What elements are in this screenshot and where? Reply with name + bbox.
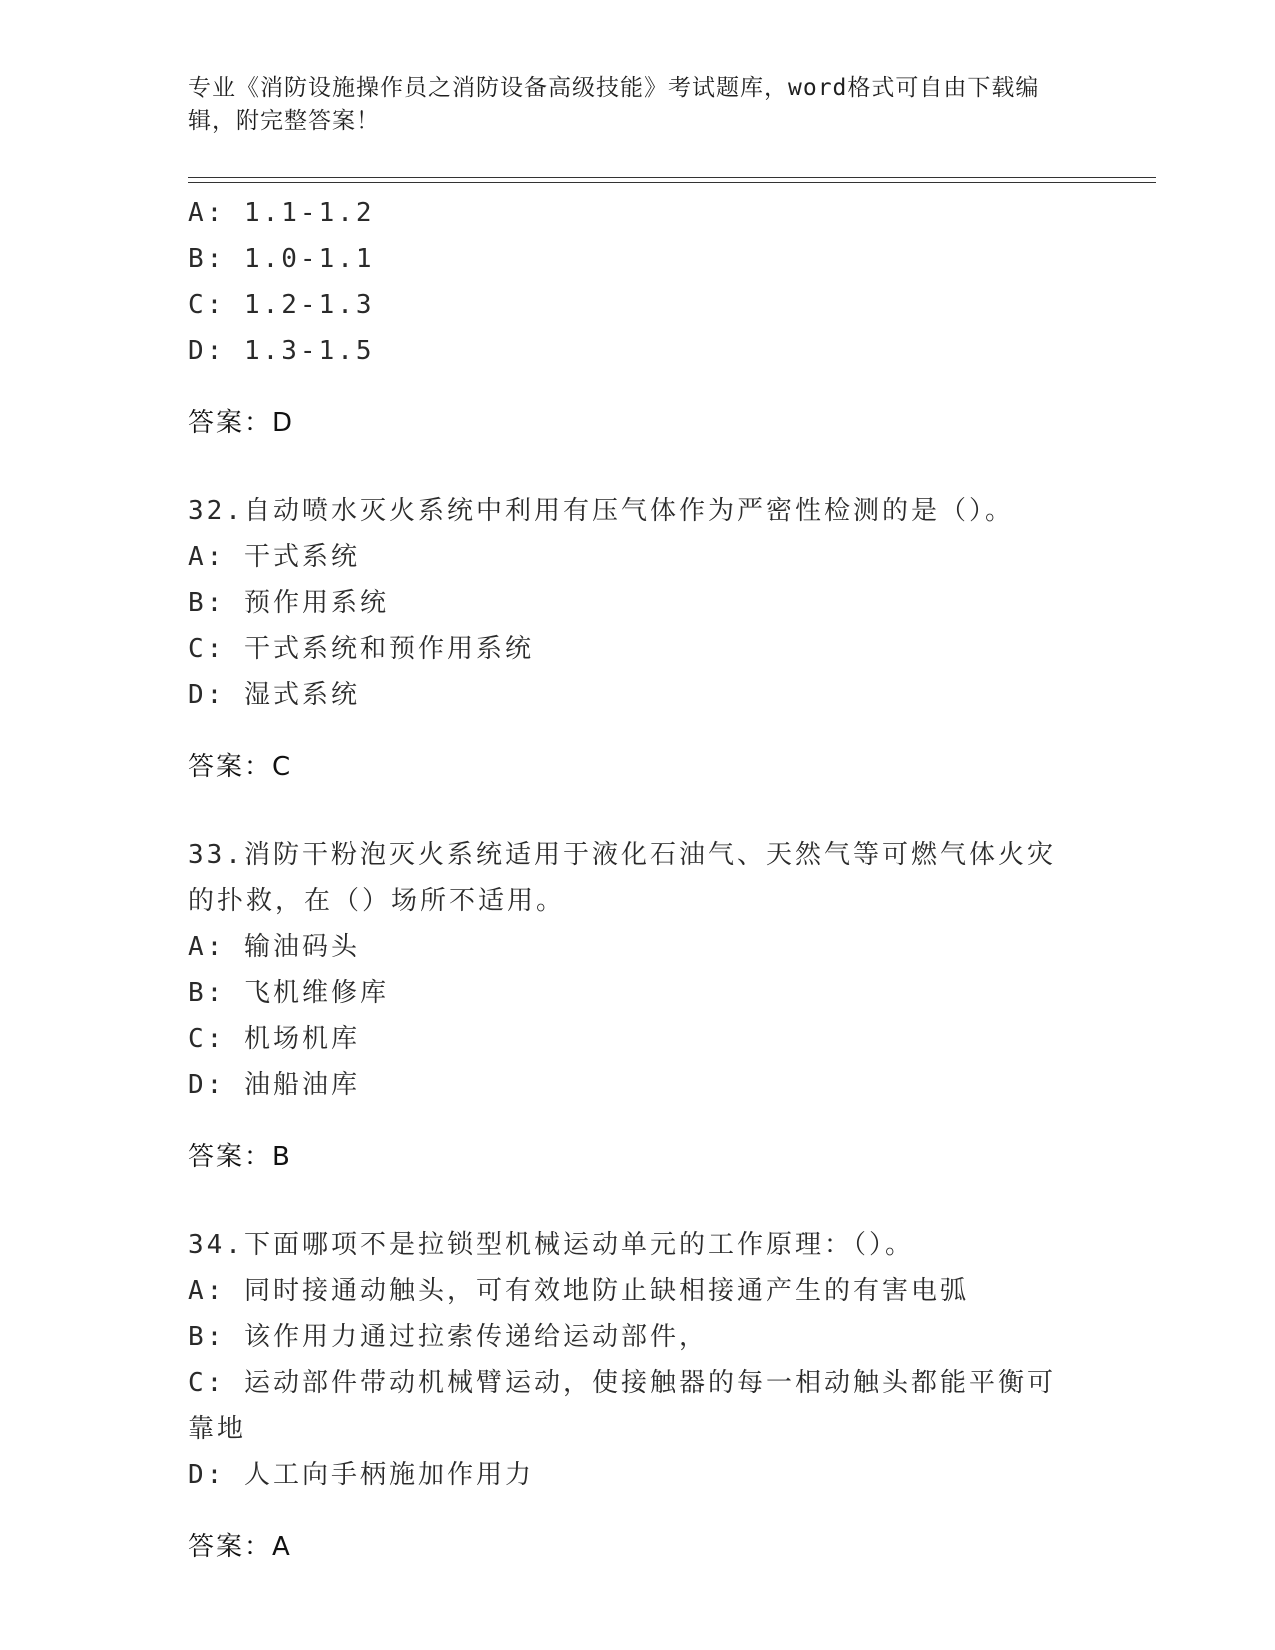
question-stem: 34.下面哪项不是拉锁型机械运动单元的工作原理：（）。 (188, 1230, 914, 1260)
option-d: D: 1.3-1.5 (188, 336, 375, 366)
option-d: D: 湿式系统 (188, 680, 360, 710)
option-b: B: 该作用力通过拉索传递给运动部件， (188, 1322, 708, 1352)
question-block-31 (188, 190, 1068, 446)
option-c: C: 1.2-1.3 (188, 290, 375, 320)
option-d: D: 油船油库 (188, 1070, 360, 1100)
answer-line: 答案：B (188, 1142, 292, 1172)
option-d: D: 人工向手柄施加作用力 (188, 1460, 534, 1490)
document-body (188, 190, 1068, 1596)
question-block-34 (188, 1222, 1068, 1570)
header-rule-top (188, 177, 1156, 178)
question-stem: 33.消防干粉泡灭火系统适用于液化石油气、天然气等可燃气体火灾的扑救，在（）场所不适用。 (188, 840, 1056, 916)
answer-line: 答案：D (188, 408, 295, 438)
option-a: A: 1.1-1.2 (188, 198, 375, 228)
header-rule-bottom (188, 182, 1156, 183)
option-a: A: 干式系统 (188, 542, 360, 572)
option-a: A: 输油码头 (188, 932, 360, 962)
question-block-32 (188, 488, 1068, 790)
answer-line: 答案：A (188, 1532, 292, 1562)
option-b: B: 预作用系统 (188, 588, 389, 618)
option-b: B: 飞机维修库 (188, 978, 389, 1008)
question-block-33 (188, 832, 1068, 1180)
option-c: C: 运动部件带动机械臂运动，使接触器的每一相动触头都能平衡可靠地 (188, 1368, 1056, 1444)
option-c: C: 机场机库 (188, 1024, 360, 1054)
option-c: C: 干式系统和预作用系统 (188, 634, 534, 664)
page-header: 专业《消防设施操作员之消防设备高级技能》考试题库，word格式可自由下载编辑，附完整答案！ (188, 75, 1040, 134)
answer-line: 答案：C (188, 752, 293, 782)
option-a: A: 同时接通动触头，可有效地防止缺相接通产生的有害电弧 (188, 1276, 969, 1306)
option-b: B: 1.0-1.1 (188, 244, 375, 274)
question-stem: 32.自动喷水灭火系统中利用有压气体作为严密性检测的是（）。 (188, 496, 1014, 526)
